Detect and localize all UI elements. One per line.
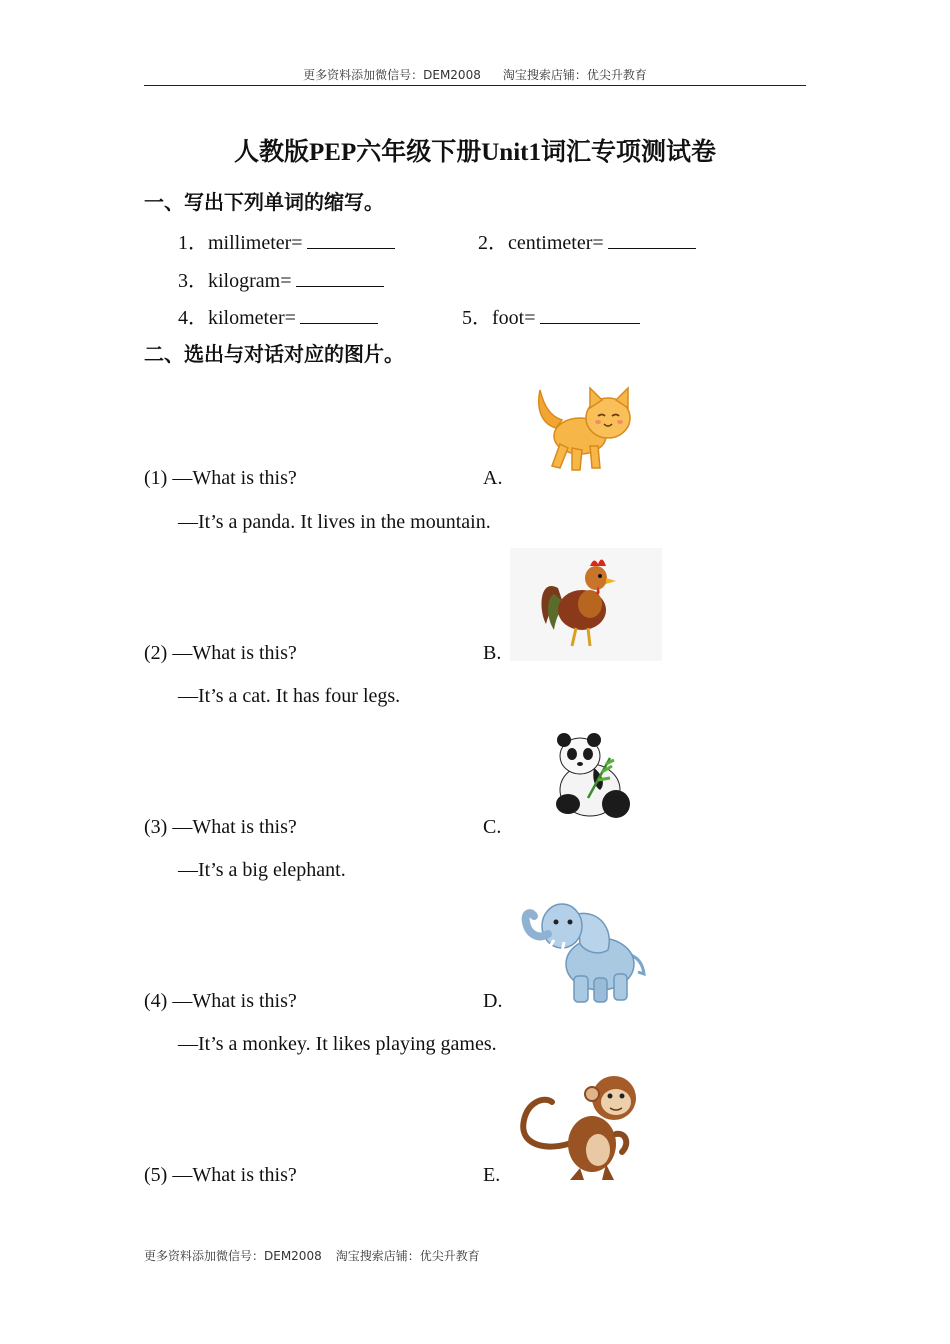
item-text: kilometer= [208, 307, 296, 329]
monkey-icon [518, 1072, 640, 1184]
abbrev-item-5 [462, 301, 640, 330]
answer-blank[interactable] [296, 268, 384, 287]
item-text: kilogram= [208, 270, 292, 292]
question-4: (4) —What is this? [144, 990, 297, 1012]
abbrev-item-2 [478, 226, 696, 255]
footer-wechat: 更多资料添加微信号：DEM2008 [144, 1249, 322, 1263]
answer-2: —It’s a cat. It has four legs. [178, 685, 401, 707]
footer-shop: 淘宝搜索店铺：优尖升教育 [335, 1249, 480, 1263]
option-c-label: C. [483, 816, 502, 838]
option-b-label: B. [483, 642, 502, 664]
option-e-label: E. [483, 1164, 501, 1186]
abbrev-item-3 [178, 264, 384, 293]
question-2: (2) —What is this? [144, 642, 297, 664]
abbrev-item-1 [178, 226, 395, 255]
item-number: 3． [178, 270, 208, 292]
abbrev-item-4 [178, 301, 378, 330]
item-number: 2． [478, 232, 508, 254]
header-shop: 淘宝搜索店铺：优尖升教育 [502, 68, 647, 82]
answer-1: —It’s a panda. It lives in the mountain. [178, 511, 491, 533]
answer-4: —It’s a monkey. It likes playing games. [178, 1033, 497, 1055]
header-rule [144, 85, 806, 86]
cat-icon [532, 384, 636, 474]
question-1: (1) —What is this? [144, 467, 297, 489]
option-a-label: A. [483, 467, 503, 489]
page-title: 人教版PEP六年级下册Unit1词汇专项测试卷 [234, 139, 716, 166]
elephant-icon [518, 894, 652, 1008]
question-5: (5) —What is this? [144, 1164, 297, 1186]
option-d-label: D. [483, 990, 503, 1012]
item-number: 4． [178, 307, 208, 329]
header-wechat: 更多资料添加微信号：DEM2008 [303, 68, 481, 82]
panda-icon [550, 728, 634, 824]
page-footer [144, 1247, 480, 1264]
answer-3: —It’s a big elephant. [178, 859, 346, 881]
answer-blank[interactable] [540, 305, 640, 324]
item-text: centimeter= [508, 232, 604, 254]
answer-blank[interactable] [307, 230, 395, 249]
rooster-icon [510, 548, 662, 661]
section-1-heading: 一、写出下列单词的缩写。 [144, 192, 384, 214]
item-number: 1． [178, 232, 208, 254]
page-header [0, 66, 950, 83]
item-text: foot= [492, 307, 536, 329]
question-3: (3) —What is this? [144, 816, 297, 838]
answer-blank[interactable] [300, 305, 378, 324]
item-number: 5． [462, 307, 492, 329]
item-text: millimeter= [208, 232, 303, 254]
section-2-heading: 二、选出与对话对应的图片。 [144, 344, 404, 366]
answer-blank[interactable] [608, 230, 696, 249]
